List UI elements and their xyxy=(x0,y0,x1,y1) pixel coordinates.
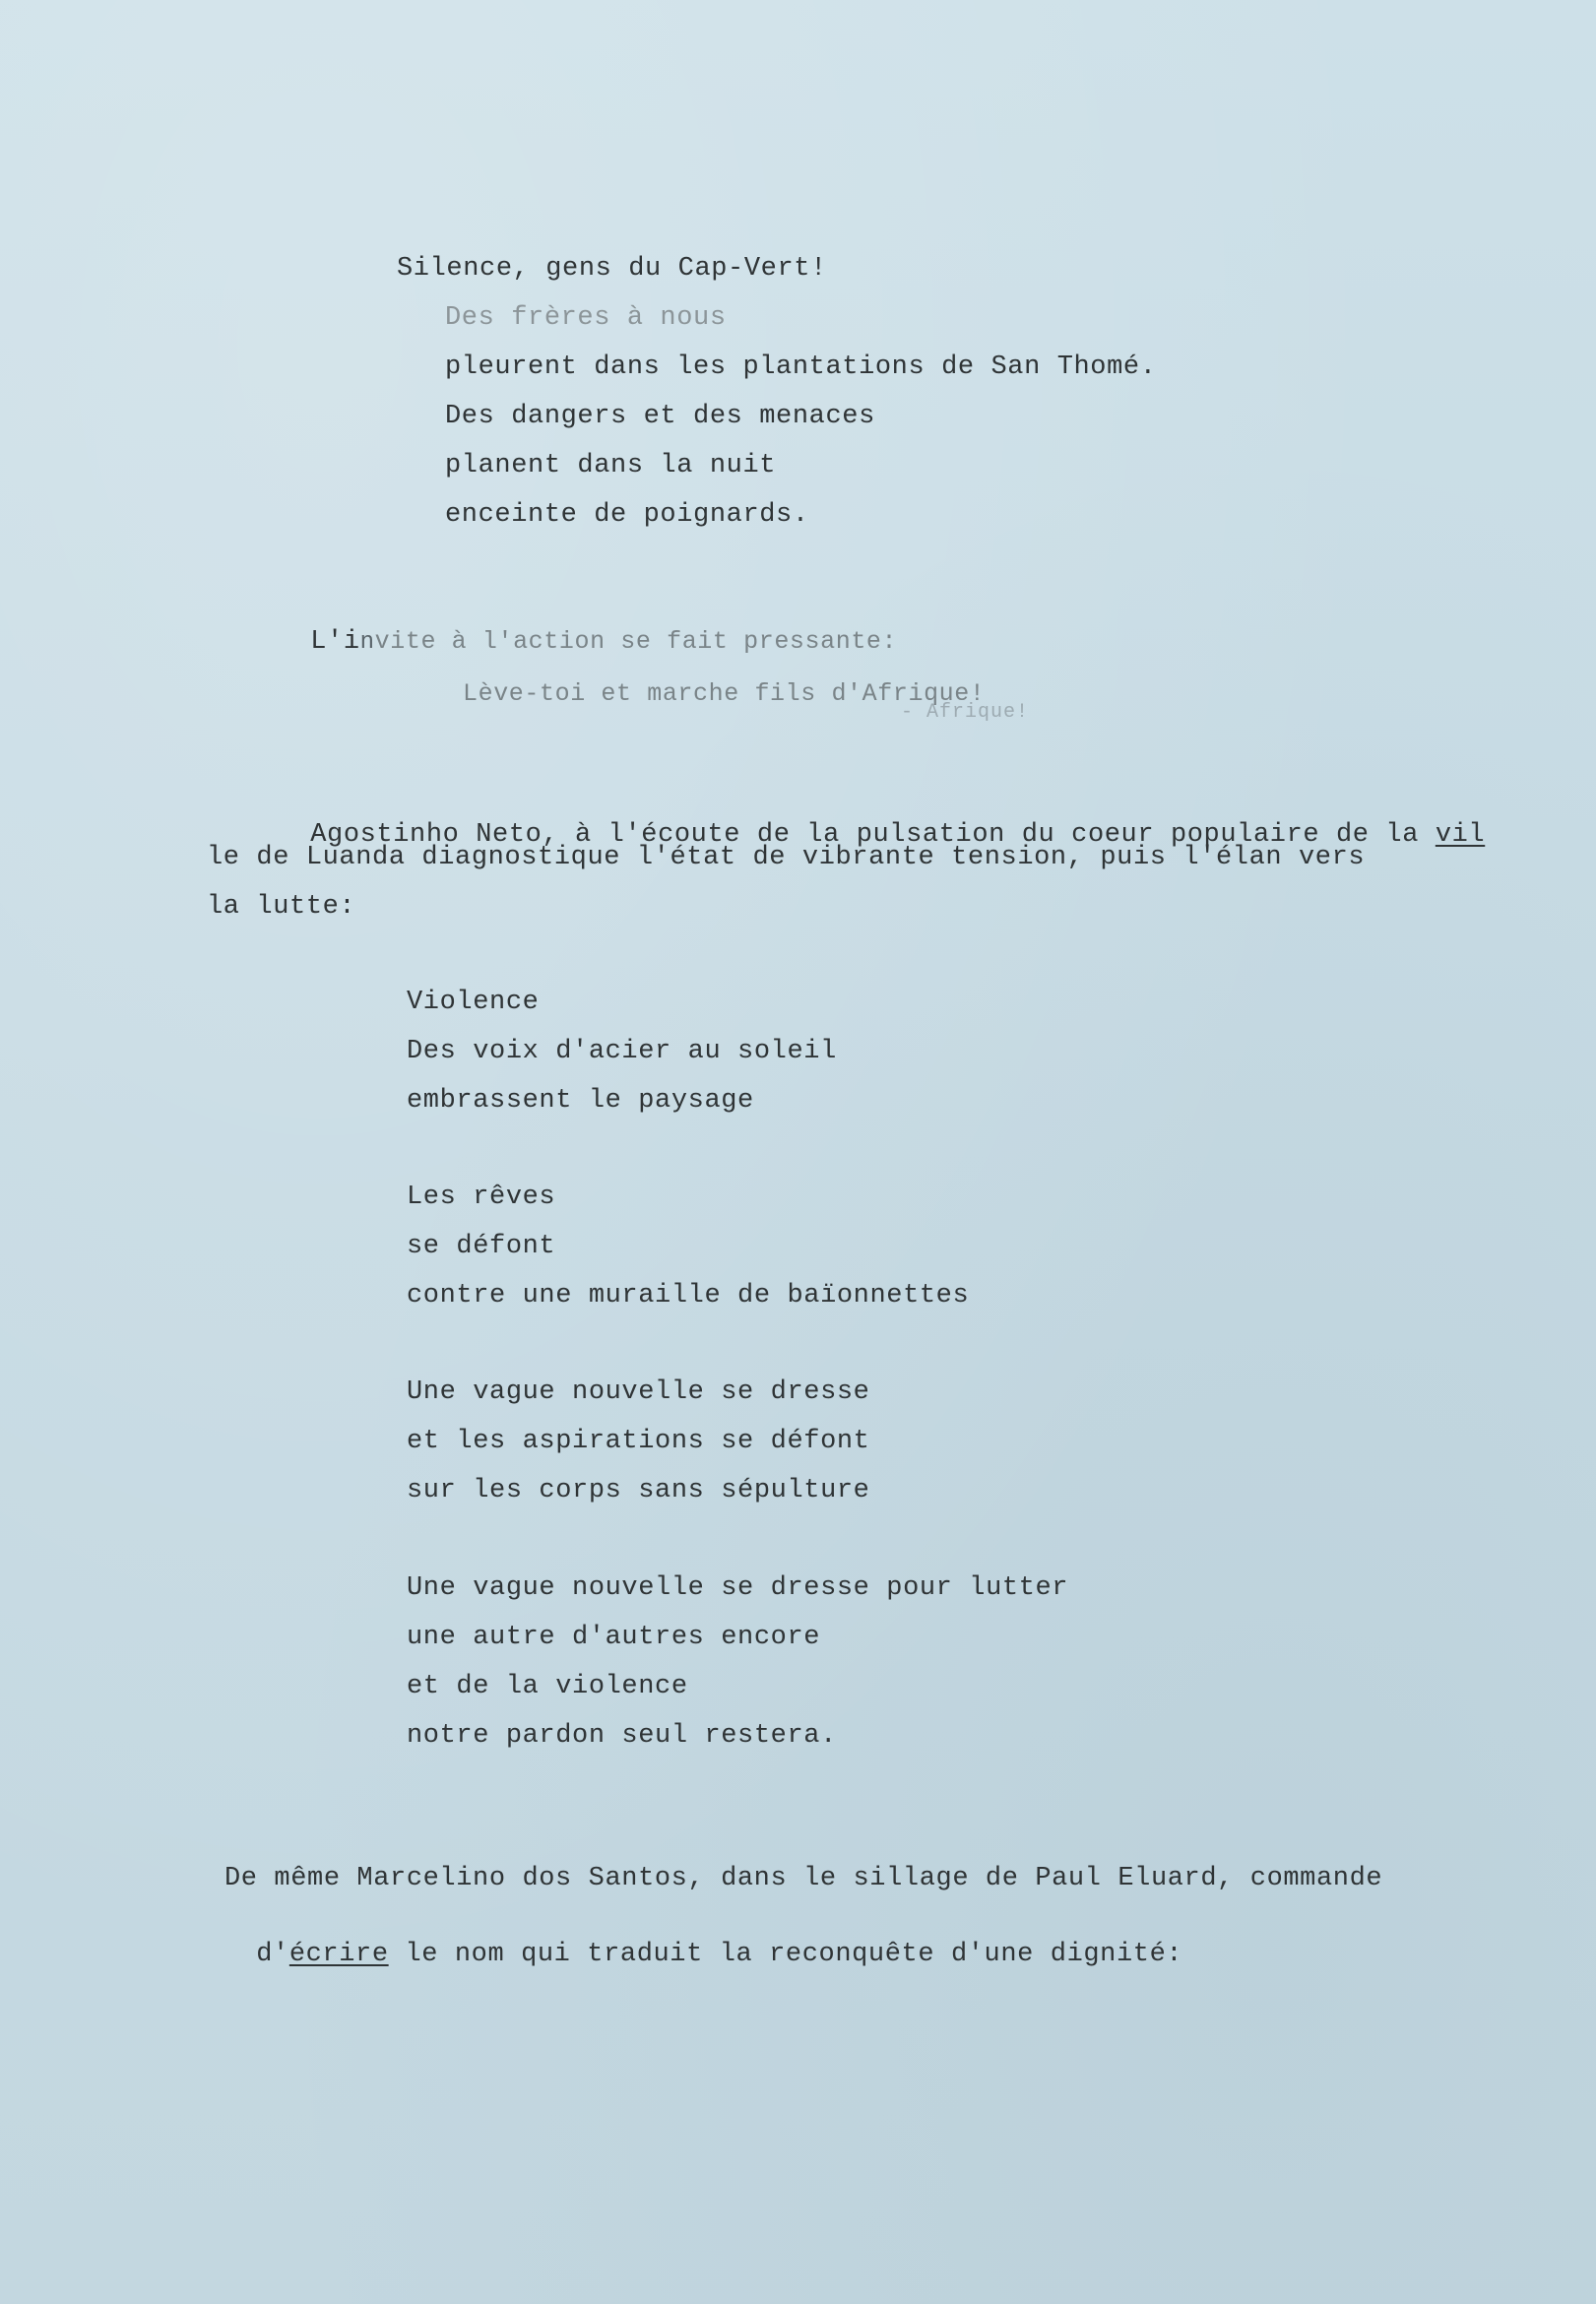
neto-poem-b-line-3: contre une muraille de baïonnettes xyxy=(407,1281,970,1311)
neto-poem-c-line-3: sur les corps sans sépulture xyxy=(407,1476,870,1505)
neto-poem-d-line-3: et de la violence xyxy=(407,1672,688,1701)
invite-prefix: L'i xyxy=(310,627,360,657)
neto-poem-d-line-2: une autre d'autres encore xyxy=(407,1623,821,1652)
santos-paragraph-line-1: De même Marcelino dos Santos, dans le sillage de Paul Eluard, commande xyxy=(224,1864,1383,1893)
neto-poem-c-line-2: et les aspirations se défont xyxy=(407,1427,870,1456)
stanza1-line-1: Silence, gens du Cap-Vert! xyxy=(397,254,827,284)
neto-poem-a-line-2: Des voix d'acier au soleil xyxy=(407,1037,837,1066)
neto-poem-d-line-1: Une vague nouvelle se dresse pour lutter xyxy=(407,1573,1069,1603)
neto-poem-c-line-1: Une vague nouvelle se dresse xyxy=(407,1377,870,1407)
neto-poem-d-line-4: notre pardon seul restera. xyxy=(407,1721,837,1751)
invite-text: vite à l'action se fait pressante: xyxy=(374,627,898,656)
invite-line xyxy=(244,603,897,682)
neto-paragraph-line-2: le de Luanda diagnostique l'état de vibrante tension, puis l'élan vers xyxy=(207,843,1366,872)
stanza1-line-5: planent dans la nuit xyxy=(445,451,777,480)
stanza1-line-3: pleurent dans les plantations de San Thomé. xyxy=(445,352,1157,382)
santos-paragraph-line-2-rest: le nom qui traduit la reconquête d'une dignité: xyxy=(388,1940,1183,1969)
stanza1-line-2: Des frères à nous xyxy=(445,303,727,333)
santos-paragraph-underlined-word: écrire xyxy=(288,1940,389,1969)
neto-poem-b-line-2: se défont xyxy=(407,1232,556,1261)
exhortation-line: Lève-toi et marche fils d'Afrique! xyxy=(463,679,986,708)
exhortation-overstrike: - Afrique! xyxy=(901,701,1030,724)
neto-paragraph-line-1-text: Agostinho Neto, à l'écoute de la pulsation du coeur populaire de la xyxy=(310,820,1436,850)
invite-strike-letter: n xyxy=(359,629,375,656)
neto-poem-a-line-1: Violence xyxy=(407,988,540,1017)
neto-poem-b-line-1: Les rêves xyxy=(407,1183,556,1212)
santos-paragraph-line-2-prefix: d' xyxy=(256,1940,289,1969)
neto-paragraph-underlined-word: vil xyxy=(1435,820,1486,850)
santos-paragraph-line-2 xyxy=(190,1915,1182,1995)
neto-poem-a-line-3: embrassent le paysage xyxy=(407,1086,754,1116)
stanza1-line-4: Des dangers et des menaces xyxy=(445,402,875,431)
neto-paragraph-line-3: la lutte: xyxy=(207,892,356,922)
stanza1-line-6: enceinte de poignards. xyxy=(445,500,809,530)
